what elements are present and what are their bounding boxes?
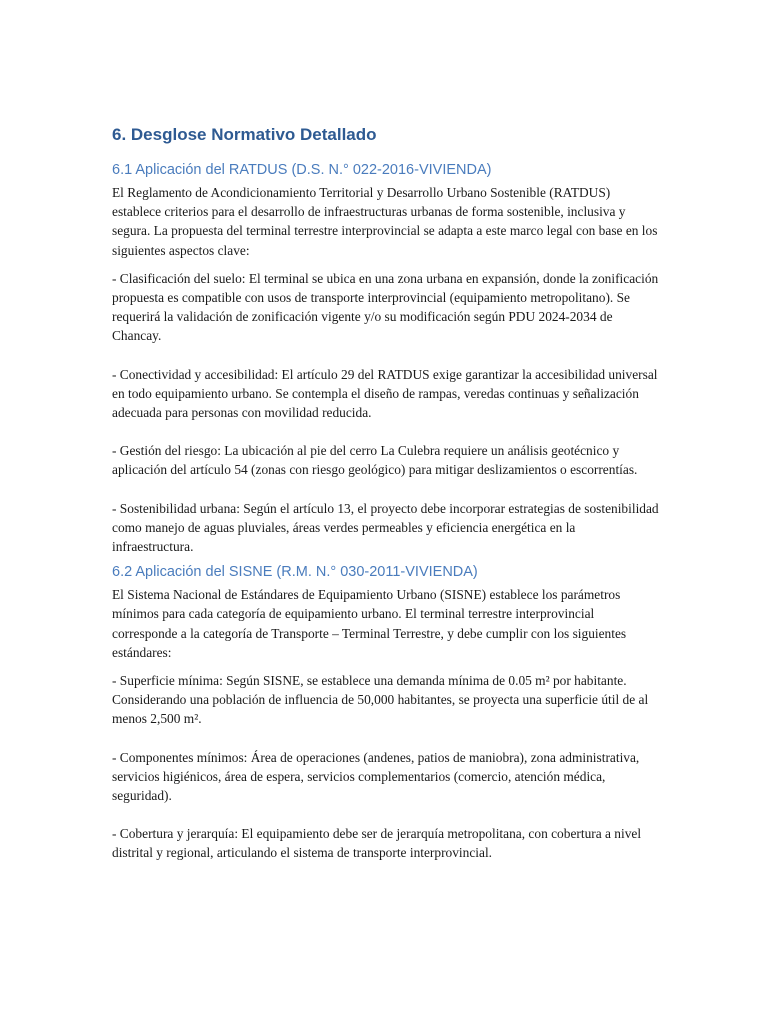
list-item: - Componentes mínimos: Área de operaciones (andenes, patios de maniobra), zona administrativa, servicios higiénicos, área de espera, servicios complementarios (comercio, atención médica, seguridad). (112, 749, 640, 804)
list-item: - Sostenibilidad urbana: Según el artículo 13, el proyecto debe incorporar estrategias de sostenibilidad como manejo de aguas pluviales, áreas verdes permeables y eficiencia energética en la infraestructura. (112, 500, 659, 555)
section-heading: 6. Desglose Normativo Detallado (112, 125, 377, 144)
subsection-intro-sisne: El Sistema Nacional de Estándares de Equipamiento Urbano (SISNE) establece los parámetros mínimos para cada categoría de equipamiento urbano. El terminal terrestre interprovincial corresponde a la categoría de Transporte – Terminal Terrestre, y debe cumplir con los siguientes estándares: (112, 587, 627, 660)
document-page (112, 124, 660, 882)
list-item: - Cobertura y jerarquía: El equipamiento debe ser de jerarquía metropolitana, con cobertura a nivel distrital y regional, articulando el sistema de transporte interprovincial. (112, 826, 642, 861)
list-item: - Gestión del riesgo: La ubicación al pie del cerro La Culebra requiere un análisis geotécnico y aplicación del artículo 54 (zonas con riesgo geológico) para mitigar deslizamientos o escorrentías. (112, 443, 638, 478)
list-item: - Conectividad y accesibilidad: El artículo 29 del RATDUS exige garantizar la accesibilidad universal en todo equipamiento urbano. Se contempla el diseño de rampas, veredas continuas y señalización adecuada para personas con movilidad reducida. (112, 366, 658, 421)
section-ratdus (112, 160, 660, 556)
list-item: - Superficie mínima: Según SISNE, se establece una demanda mínima de 0.05 m² por habitante. Considerando una población de influencia de 50,000 habitantes, se proyecta una superficie útil de al menos 2,500 m². (112, 673, 649, 727)
list-item: - Clasificación del suelo: El terminal se ubica en una zona urbana en expansión, donde la zonificación propuesta es compatible con usos de transporte interprovincial (equipamiento metropolitano). Se requerirá la validación de zonificación vigente y/o su modificación según PDU 2024-2034 de Chancay. (112, 270, 659, 344)
subsection-title-ratdus: 6.1 Aplicación del RATDUS (D.S. N.° 022-2016-VIVIENDA) (112, 162, 492, 178)
section-sisne (112, 562, 660, 862)
subsection-title-sisne: 6.2 Aplicación del SISNE (R.M. N.° 030-2011-VIVIENDA) (112, 564, 478, 581)
subsection-intro-ratdus: El Reglamento de Acondicionamiento Territorial y Desarrollo Urbano Sostenible (RATDUS) establece criterios para el desarrollo de infraestructuras urbanas de forma sostenible, inclusiva y segura. La propuesta del terminal terrestre interprovincial se adapta a este marco legal con base en los siguientes aspectos clave: (112, 185, 658, 258)
